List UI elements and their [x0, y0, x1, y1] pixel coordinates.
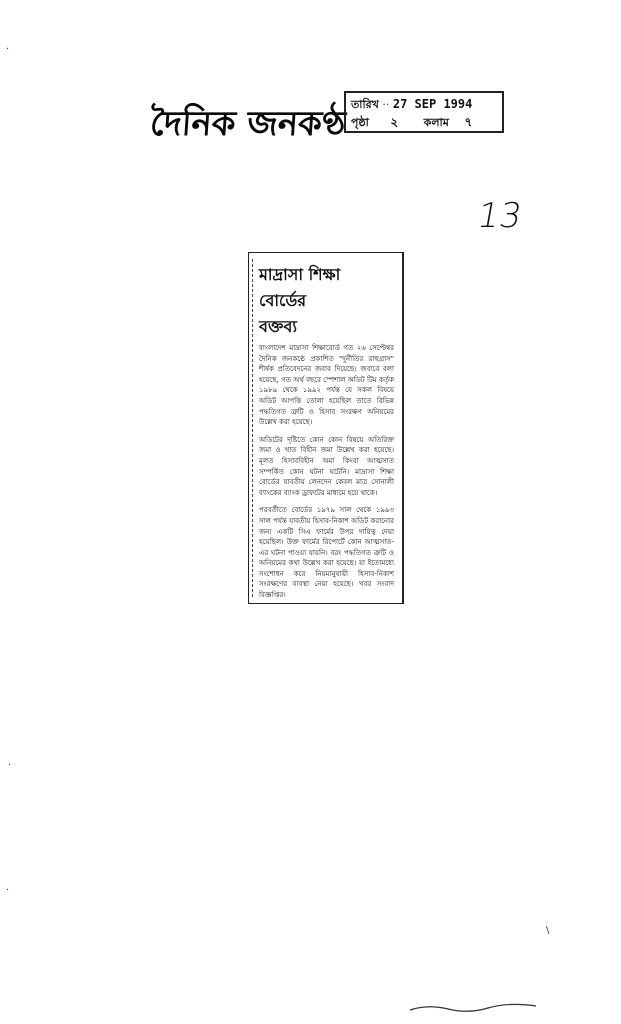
stamp-column-value: ৭	[464, 115, 473, 129]
news-clipping	[248, 252, 404, 604]
handwritten-page-number: 13	[474, 196, 525, 236]
newspaper-masthead: দৈনিক জনকণ্ঠ	[148, 104, 347, 144]
headline-line-3: বক্তব্য	[259, 317, 297, 336]
article-paragraph: পরবর্তীতে বোর্ডের ১৯৭৯ সাল থেকে ১৯৯৩ সাল পর্যন্ত যাবতীয় হিসাব-নিকাশ অডিট করানোর জন্য একটি সিএ ফার্মের উপর দায়িত্ব দেয়া হয়েছিল। উক্ত ফার্মের রিপোর্টে কোন আত্মসাত-এর ঘটনা পাওয়া যায়নি। বরং পদ্ধতিগত ত্রুটি ও অনিয়মের কথা উল্লেখ করা হয়েছে। যা ইতোমধ্যে সংশোধন করে নিয়মানুযায়ী হিসাব-নিকাশ সংরক্ষণের ব্যবস্থা নেয়া হয়েছে। খবর সংবাদ বিজ্ঞপ্তির।	[259, 506, 394, 600]
article-paragraph: বাংলাদেশ মাদ্রাসা শিক্ষাবোর্ড গত ২৬ সেপ্টেম্বর দৈনিক জনকণ্ঠে প্রকাশিত "দুর্নীতির রাহুগ্রাস" শীর্ষক প্রতিবেদনের জবাব দিয়েছে। জবাবে বলা হয়েছে, গত অর্থ বছরে স্পেশাল অডিট টিম কর্তৃক ১৯৮৯ থেকে ১৯৯২ পর্যন্ত যে সকল বিষয়ে অডিট আপত্তি তোলা হয়েছিল তাতে বিভিন্ন পদ্ধতিগত ত্রুটি ও হিসাব সংরক্ষণ অনিয়মের উল্লেখ করা হয়েছে।	[259, 344, 394, 427]
scan-scribble	[408, 1000, 538, 1014]
stamp-page-row	[351, 113, 497, 131]
article-paragraph: অডিটের দৃষ্টিতে কোন কোন বিষয়ে অতিরিক্ত জমা ও খাত বিহীন জমা উল্লেখ করা হয়েছে। মূলত হিসাববিহীন অমা কিংবা আত্মসাত সম্পর্কিত কোন ঘটনা ঘটেনি। মাদ্রাসা শিক্ষা বোর্ডের যাবতীয় লেনদেন কেবল মাত্র সোনালী ব্যাংকের ব্যাংক ড্রাফটের মাধ্যমে হয়ে থাকে।	[259, 435, 394, 497]
scan-speck: \	[546, 925, 550, 936]
stamp-page-value: ২	[390, 115, 399, 129]
stamp-column-label: কলাম	[423, 116, 449, 129]
scan-speck: ·	[8, 760, 12, 771]
stamp-date-row	[351, 95, 497, 113]
stamp-dots: ··	[382, 98, 390, 111]
article-body	[259, 343, 394, 601]
clipping-stamp	[344, 91, 504, 133]
stamp-page-label: পৃষ্ঠা	[351, 116, 369, 129]
headline-line-1: মাদ্রাসা শিক্ষা	[259, 265, 341, 284]
stamp-date-label: তারিখ	[351, 98, 379, 111]
scan-speck: ·	[6, 44, 10, 55]
stamp-date-value: 27 SEP 1994	[392, 97, 473, 111]
headline-line-2: বোর্ডের	[259, 291, 307, 310]
scan-speck: ·	[6, 885, 10, 896]
